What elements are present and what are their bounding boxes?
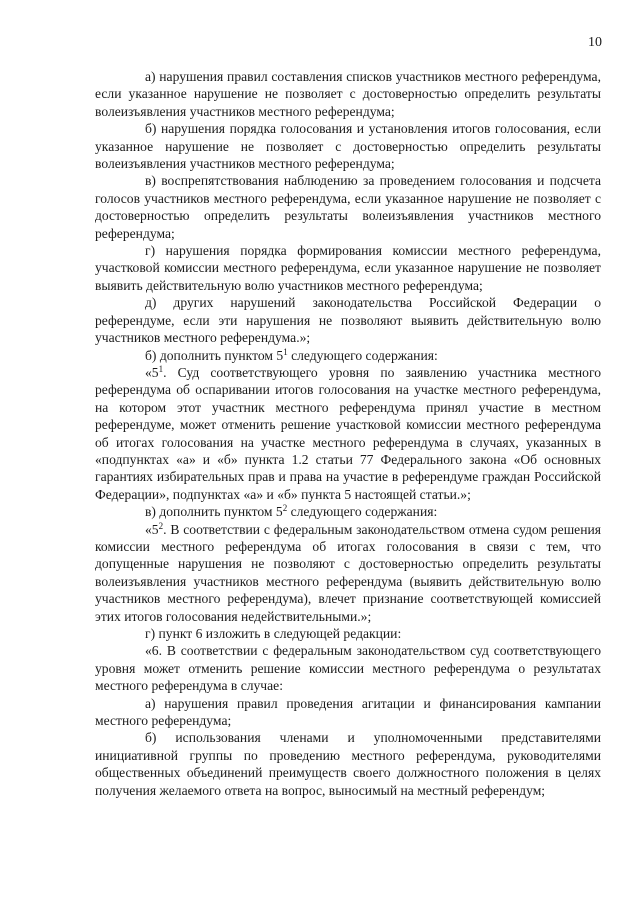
paragraph-d-other: д) других нарушений законодательства Российской Федерации о референдуме, если эти нарушения не позволяют выявить действительную волю участников местного референдума.»; — [95, 295, 601, 346]
clause-5-1: «$5^1$. Суд соответствующего уровня по заявлению участника местного референдума об оспаривании итогов голосования на участке местного референдума, на котором этот участник местного референдума принял участие в местном референдуме, может отменить решение участковой комиссии местного референдума об итогах голосования на участке местного референдума в случаях, указанных в «подпунктах «а» и «б» пункта 1.2 статьи 77 Федерального закона «Об основных гарантиях избирательных прав и права на участие в референдуме граждан Российской Федерации», подпунктах «а» и «б» пункта 5 настоящей статьи.»; — [95, 363, 601, 502]
paragraph-b-voting: б) нарушения порядка голосования и установления итогов голосования, если указанное нарушение не позволяет с достоверностью определить результаты волеизъявления участников местного референдума; — [95, 121, 601, 172]
clause-5-2: «$5^2$. В соответствии с федеральным законодательством отмена судом решения комиссии местного референдума об итогах голосования в связи с тем, что допущенные нарушения не позволяют с достоверностью определить результаты волеизъявления участников местного референдума (выявить действительную волю участников местного референдума), влечет признание соответствующей комиссией этих итогов голосования недействительными.»; — [95, 520, 601, 624]
amendment-b-intro: б) дополнить пунктом $5^1$ следующего содержания: — [145, 346, 438, 363]
amendment-g-intro: г) пункт 6 изложить в следующей редакции: — [145, 626, 402, 641]
clause-6: «6. В соответствии с федеральным законодательством суд соответствующего уровня может отменить решение комиссии местного референдума о результатах местного референдума в случае: — [95, 643, 601, 694]
clause-6-a: а) нарушения правил проведения агитации и финансирования кампании местного референдума; — [95, 695, 601, 729]
paragraph-g-commission: г) нарушения порядка формирования комиссии местного референдума, участковой комиссии местного референдума, если указанное нарушение не позволяет выявить действительную волю участников местного референдума; — [95, 243, 601, 293]
document-body — [95, 68, 601, 799]
paragraph-v-observation: в) воспрепятствования наблюдению за проведением голосования и подсчета голосов участников местного референдума, если указанное нарушение не позволяет с достоверностью определить результаты волеизъявления участников местного референдума; — [95, 173, 601, 241]
amendment-v-intro: в) дополнить пунктом $5^2$ следующего содержания: — [145, 503, 438, 520]
paragraph-a-lists: а) нарушения правил составления списков участников местного референдума, если указанное нарушение не позволяет с достоверностью определить результаты волеизъявления участников местного референдума; — [95, 69, 601, 119]
page-number: 10 — [588, 35, 602, 50]
clause-6-b: б) использования членами и уполномоченными представителями инициативной группы по проведению местного референдума, руководителями общественных объединений преимуществ своего должностного положения в целях получения желаемого ответа на вопрос, выносимый на местный референдум; — [95, 730, 601, 798]
